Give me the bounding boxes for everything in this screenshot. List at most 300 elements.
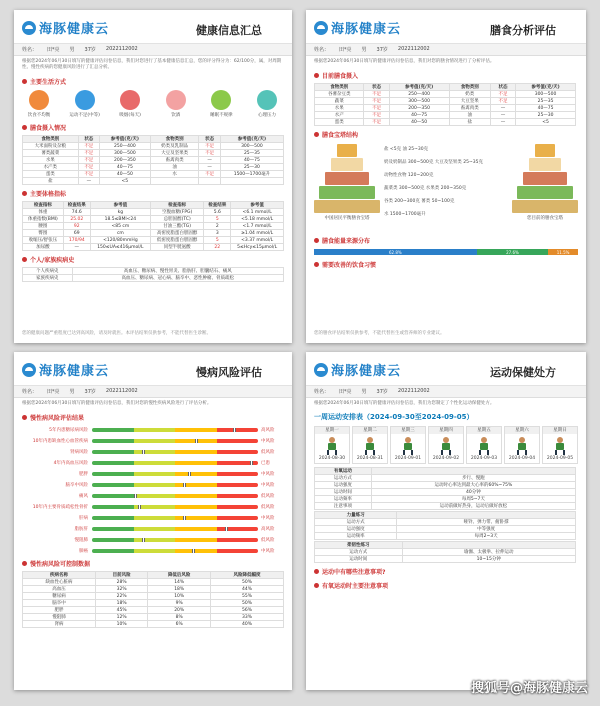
risk-segment	[217, 527, 259, 531]
table-cell	[220, 178, 283, 185]
risk-name: 10年内主要骨质疏松性骨折	[32, 504, 88, 510]
risk-name: 10年内患缺血性心血管疾病	[32, 438, 88, 444]
table-cell: 水果	[315, 105, 364, 112]
section-title: 需要改善的饮食习惯	[306, 257, 586, 271]
table-header	[23, 572, 284, 579]
table-row	[23, 593, 284, 600]
energy-segment: 62.8%	[314, 249, 477, 255]
table-cell: 高血压	[23, 586, 96, 593]
table-row	[23, 600, 284, 607]
risk-marker	[183, 516, 186, 520]
header-cell: 参考值(克/天)	[99, 136, 150, 143]
header-cell: 状态	[199, 136, 220, 143]
table-cell: cm	[90, 230, 150, 237]
report-page-diet-analysis	[306, 10, 586, 343]
table-cell: 40—75	[516, 105, 576, 112]
risk-control-table	[22, 571, 284, 628]
header-cell: 检查指标	[150, 202, 203, 209]
table-cell: 盐	[449, 119, 490, 126]
table-cell: 10%	[95, 621, 147, 628]
section-title: 慢性病风险可控制数据	[14, 556, 292, 570]
risk-level: 中风险	[261, 515, 275, 521]
table-cell	[150, 178, 199, 185]
table-cell: 家族疾病史	[23, 275, 73, 282]
table-cell: 加尿酸	[23, 244, 64, 251]
risk-bar	[92, 472, 258, 476]
table-cell: 40—75	[99, 164, 150, 171]
day-name: 星期六	[505, 427, 539, 434]
risk-segment	[134, 450, 176, 454]
table-cell: 56%	[211, 607, 284, 614]
figure-body	[328, 443, 336, 450]
day-name: 星期日	[543, 427, 577, 434]
risk-segment	[92, 428, 134, 432]
pyramid-line: 盐 <5克 油 25~30克	[384, 147, 429, 152]
table-cell: 40分钟	[371, 489, 575, 496]
table-row	[23, 178, 284, 185]
lifestyle-icon	[211, 90, 231, 110]
brand-logo: 海豚健康云	[22, 360, 109, 379]
table-cell: 不足	[364, 119, 389, 126]
header-cell: 疾病名称	[23, 572, 96, 579]
dolphin-icon	[314, 21, 328, 35]
day-card	[352, 426, 388, 464]
lifestyle-label: 运动不足(中等)	[69, 113, 100, 118]
page-title: 运动保健处方	[490, 366, 556, 379]
table-cell: ≥1.04 mmol/L	[231, 230, 284, 237]
risk-level: 中风险	[261, 438, 275, 444]
table-row	[23, 579, 284, 586]
header-cell: 参考值	[231, 202, 284, 209]
day-name: 星期五	[467, 427, 501, 434]
table-row	[315, 556, 576, 563]
day-card	[542, 426, 578, 464]
risk-segment	[92, 483, 134, 487]
table-cell: 腰围	[23, 223, 64, 230]
table-row	[23, 209, 284, 216]
risk-segment	[134, 439, 176, 443]
figure-legs	[403, 450, 413, 455]
table-cell: 哑铃、弹力带、俯卧撑	[397, 519, 576, 526]
table-cell: <5.18 mmol/L	[231, 216, 284, 223]
lifestyle-icon	[166, 90, 186, 110]
table-row	[315, 503, 576, 510]
day-date: 2024-09-03	[470, 456, 498, 461]
header-cell: 检查结果	[63, 202, 90, 209]
risk-segment	[92, 461, 134, 465]
figure-legs	[365, 450, 375, 455]
table-cell: 14%	[148, 579, 211, 586]
table-cell: 油	[150, 164, 199, 171]
body-index-table	[22, 201, 284, 251]
risk-level: 高风险	[261, 526, 275, 532]
lifestyle-item	[70, 90, 100, 118]
table-cell: <120/80mmHg	[90, 237, 150, 244]
risk-segment	[92, 516, 134, 520]
risk-row	[14, 512, 292, 523]
day-card	[314, 426, 350, 464]
risk-segment	[92, 494, 134, 498]
table-cell: 18.5≤BMI<24	[90, 216, 150, 223]
table-cell: 总胆固醇(TC)	[150, 216, 203, 223]
header-cell	[402, 542, 575, 549]
risk-segment	[217, 549, 259, 553]
header-cell: 柔韧性练习	[315, 542, 403, 549]
lifestyle-label: 心理压力	[257, 113, 276, 118]
table-row	[23, 621, 284, 628]
standard-pyramid: 中国居民平衡膳食宝塔	[314, 143, 380, 231]
table-row	[23, 244, 284, 251]
table-cell: —	[199, 157, 220, 164]
brand-logo: 海豚健康云	[22, 18, 109, 37]
table-row	[315, 119, 576, 126]
risk-segment	[134, 461, 176, 465]
risk-level: 低风险	[261, 537, 275, 543]
risk-segment	[217, 472, 259, 476]
header-cell: 食物类别	[449, 84, 490, 91]
risk-name: 脂肪肝	[74, 526, 88, 532]
risk-marker	[138, 505, 141, 509]
risk-segment	[175, 538, 217, 542]
intro-text: 根据您2024年06月30日填写的健康评估问卷信息，我们对您进行了基本健康信息汇总，您的评分得分为：62/100分，属，对周期性、慢性疾病的您健康风险进行了汇总分析。	[22, 59, 282, 70]
table-header	[315, 542, 576, 549]
dolphin-icon	[314, 363, 328, 377]
risk-bar	[92, 450, 258, 454]
table-cell: 运动时间	[315, 556, 403, 563]
page-header	[14, 10, 292, 44]
table-cell: 低密度脂蛋白胆固醇	[150, 237, 203, 244]
risk-row	[14, 490, 292, 501]
risk-segment	[92, 450, 134, 454]
table-cell: 不足	[78, 157, 99, 164]
figure-body	[480, 443, 488, 450]
figure-body	[366, 443, 374, 450]
header-cell	[397, 512, 576, 519]
pyramid-labels	[380, 143, 512, 231]
energy-segment: 27.6%	[477, 249, 549, 255]
section-title: 个人/家族疾病史	[14, 252, 292, 266]
section-title: 慢性病风险评估结果	[14, 410, 292, 424]
risk-segment	[175, 450, 217, 454]
table-cell: 甘油三酯(TG)	[150, 223, 203, 230]
table-cell: 300—500	[516, 91, 576, 98]
table-cell: 收缩压/舒张压	[23, 237, 64, 244]
section-title: 运动中有哪些注意事项?	[306, 564, 586, 578]
table-cell: 200—350	[389, 105, 449, 112]
table-cell: 20%	[148, 607, 211, 614]
day-name: 星期二	[353, 427, 387, 434]
day-card	[504, 426, 540, 464]
risk-name: 肥胖	[79, 471, 88, 477]
table-cell: 22%	[95, 593, 147, 600]
figure-legs	[441, 450, 451, 455]
patient-meta: 姓名： 田*亮 男 37岁 2022112002	[306, 44, 586, 56]
risk-name: 慢阻肺	[74, 537, 88, 543]
page-header	[14, 352, 292, 386]
exercise-figure-icon	[438, 437, 454, 455]
table-cell: 33%	[211, 614, 284, 621]
table-cell: —	[490, 112, 515, 119]
section-title: 有氧运动时主要注意事项	[306, 578, 586, 592]
table-row	[23, 143, 284, 150]
table-cell: 运动前做好热身，运动后做好放松	[371, 503, 575, 510]
table-cell: —	[490, 105, 515, 112]
risk-marker	[195, 439, 198, 443]
table-row	[23, 157, 284, 164]
risk-marker	[142, 450, 145, 454]
table-cell: 5≤Hcy≤15μmol/L	[231, 244, 284, 251]
table-cell: <5	[99, 178, 150, 185]
risk-segment	[217, 505, 259, 509]
user-pyramid: 您目前的膳食宝塔	[512, 143, 578, 231]
day-card	[466, 426, 502, 464]
risk-level: 中风险	[261, 548, 275, 554]
figure-legs	[555, 450, 565, 455]
table-row	[315, 475, 576, 482]
footnote: 您的膳食评估结果仅供参考，不能代替医生或营养师的专业建议。	[314, 331, 445, 336]
table-header	[315, 84, 576, 91]
risk-segment	[92, 527, 134, 531]
header-cell: 状态	[78, 136, 99, 143]
risk-name: 4年内高血压风险	[53, 460, 88, 466]
table-cell: 150≤UA≤416μmol/L	[90, 244, 150, 251]
risk-segment	[175, 472, 217, 476]
table-cell: 体重指数(BMI)	[23, 216, 64, 223]
risk-segment	[92, 549, 134, 553]
pyramid-line: 蔬菜类 300~500克 水果类 200~350克	[384, 186, 467, 191]
table-cell: 28%	[95, 579, 147, 586]
risk-segment	[92, 538, 134, 542]
section-title: 膳食摄入情况	[14, 120, 292, 134]
table-cell: 50%	[211, 579, 284, 586]
risk-row	[14, 479, 292, 490]
report-page-exercise-prescription	[306, 352, 586, 690]
risk-segment	[217, 516, 259, 520]
table-cell: 45%	[95, 607, 147, 614]
risk-segment	[175, 483, 217, 487]
lifestyle-icon	[120, 90, 140, 110]
footnote: 您的健康问题严重程度已达到高风险，请及时就医。本评估结果仅供参考，不能代替医生诊断。	[22, 331, 211, 336]
intro-text: 根据您2024年06月30日填写的健康评估问卷信息，我们对您的膳食情况进行了分析评估。	[314, 59, 495, 64]
table-row	[315, 91, 576, 98]
table-header	[315, 468, 576, 475]
table-row	[315, 526, 576, 533]
table-cell: 水产类	[23, 164, 79, 171]
risk-segment	[175, 461, 217, 465]
risk-row	[14, 501, 292, 512]
lifestyle-item	[206, 90, 236, 118]
table-cell: 300—500	[389, 98, 449, 105]
day-name: 星期四	[429, 427, 463, 434]
table-cell: 40—50	[99, 171, 150, 178]
table-cell: <6.1 mmol/L	[231, 209, 284, 216]
table-cell: 不足	[199, 143, 220, 150]
header-cell: 检查指标	[23, 202, 64, 209]
risk-level: 中风险	[261, 471, 275, 477]
table-cell: 运动强度	[315, 482, 372, 489]
table-cell: 不足	[364, 98, 389, 105]
table-cell: 25—35	[516, 98, 576, 105]
risk-marker	[250, 461, 253, 465]
intro-text: 根据您2024年06月30日填写的健康评估问卷信息，我们为您制定了个性化运动保健处方。	[314, 401, 495, 406]
table-cell: 12%	[95, 614, 147, 621]
table-row	[315, 519, 576, 526]
table-cell: kg	[90, 209, 150, 216]
table-cell: 69	[63, 230, 90, 237]
table-cell	[199, 178, 220, 185]
exercise-figure-icon	[514, 437, 530, 455]
risk-segment	[175, 505, 217, 509]
table-cell: 注意事项	[315, 503, 372, 510]
table-cell: 运动方式	[315, 519, 397, 526]
table-cell: 高血压、糖尿病、冠心病、脑卒中、恶性肿瘤、骨质疏松	[72, 275, 284, 282]
table-row	[23, 230, 284, 237]
table-row	[23, 607, 284, 614]
table-cell: 250—400	[99, 143, 150, 150]
table-row	[315, 533, 576, 540]
table-cell: 25.02	[63, 216, 90, 223]
risk-marker	[142, 538, 145, 542]
table-cell: <3.37 mmol/L	[231, 237, 284, 244]
table-cell: —	[78, 178, 99, 185]
risk-segment	[175, 527, 217, 531]
page-title: 健康信息汇总	[196, 24, 262, 37]
table-cell: 不足	[364, 105, 389, 112]
risk-segment	[134, 516, 176, 520]
report-page-chronic-risk	[14, 352, 292, 690]
pyramid-line: 奶及奶制品 300~500克 大豆及坚果类 25~35克	[384, 160, 483, 165]
table-cell: 盐	[23, 178, 79, 185]
table-cell: 脑卒中	[23, 600, 96, 607]
table-cell: 不足	[490, 98, 515, 105]
header-cell: 目前风险	[95, 572, 147, 579]
section-title: 主要体格指标	[14, 186, 292, 200]
exercise-figure-icon	[476, 437, 492, 455]
figure-legs	[327, 450, 337, 455]
table-row	[315, 98, 576, 105]
exercise-figure-icon	[400, 437, 416, 455]
table-cell: 200—350	[99, 157, 150, 164]
table-cell: 9%	[148, 600, 211, 607]
table-cell: 大豆及坚果类	[150, 150, 199, 157]
page-header	[306, 10, 586, 44]
table-cell: 畜禽肉类	[449, 105, 490, 112]
risk-level: 低风险	[261, 493, 275, 499]
figure-body	[442, 443, 450, 450]
risk-segment	[92, 439, 134, 443]
pyramid-line: 水 1500~1700毫升	[384, 212, 426, 217]
risk-name: 5年内患糖尿病风险	[49, 427, 88, 433]
lifestyle-item	[252, 90, 282, 118]
patient-meta: 姓名： 田*亮 男 37岁 2022112002	[14, 386, 292, 398]
flexibility-plan-table	[314, 541, 576, 563]
risk-level: 低风险	[261, 449, 275, 455]
risk-bar	[92, 527, 258, 531]
day-date: 2024-08-31	[356, 456, 384, 461]
risk-row	[14, 545, 292, 556]
table-cell: 运动方式	[315, 549, 403, 556]
risk-row	[14, 424, 292, 435]
risk-marker	[183, 483, 186, 487]
risk-segment	[217, 439, 259, 443]
risk-bar	[92, 494, 258, 498]
table-cell: —	[199, 164, 220, 171]
table-cell: 运动频率	[315, 533, 397, 540]
table-header	[315, 512, 576, 519]
table-cell: 5.6	[204, 209, 231, 216]
risk-bar	[92, 505, 258, 509]
risk-segment	[134, 483, 176, 487]
table-cell: 肥胖	[23, 607, 96, 614]
risk-bar	[92, 549, 258, 553]
table-cell: 缺血性心脏病	[23, 579, 96, 586]
patient-meta: 姓名： 田*亮 男 37岁 2022112002	[14, 44, 292, 56]
report-page-health-summary	[14, 10, 292, 343]
header-cell: 参考值(克/天)	[389, 84, 449, 91]
table-cell: 高密度脂蛋白胆固醇	[150, 230, 203, 237]
table-cell: 瑜伽、太极拳、拉伸运动	[402, 549, 575, 556]
aerobic-plan-table	[314, 467, 576, 510]
risk-level: 高风险	[261, 427, 275, 433]
table-header	[23, 202, 284, 209]
table-row	[315, 482, 576, 489]
table-cell: 250—400	[389, 91, 449, 98]
energy-distribution-bar	[314, 249, 578, 255]
risk-row	[14, 457, 292, 468]
risk-marker	[192, 549, 195, 553]
header-cell: 检查结果	[204, 202, 231, 209]
table-cell: 运动方式	[315, 475, 372, 482]
table-cell: 1500—1700毫升	[220, 171, 283, 178]
day-card	[390, 426, 426, 464]
header-cell	[371, 468, 575, 475]
table-cell: 40%	[211, 621, 284, 628]
risk-segment	[134, 549, 176, 553]
risk-segment	[217, 450, 259, 454]
table-cell: 运动强度	[315, 526, 397, 533]
table-cell: —	[490, 119, 515, 126]
risk-segment	[175, 549, 217, 553]
figure-body	[404, 443, 412, 450]
table-cell: 92	[63, 223, 90, 230]
day-date: 2024-09-01	[394, 456, 422, 461]
header-cell: 食物类别	[23, 136, 79, 143]
table-row	[23, 237, 284, 244]
table-cell: 不足	[199, 150, 220, 157]
section-title: 膳食能量来源分布	[306, 233, 586, 247]
table-row	[315, 112, 576, 119]
pyramid-line: 谷类 200~300克 薯类 50~100克	[384, 199, 455, 204]
day-name: 星期一	[315, 427, 349, 434]
risk-segment	[217, 428, 259, 432]
table-cell: 体重	[23, 209, 64, 216]
table-cell: <5	[516, 119, 576, 126]
day-name: 星期三	[391, 427, 425, 434]
risk-segment	[175, 516, 217, 520]
brand-logo: 海豚健康云	[314, 360, 401, 379]
table-cell: 40—50	[389, 119, 449, 126]
table-cell: 油	[449, 112, 490, 119]
risk-row	[14, 446, 292, 457]
table-header	[23, 136, 284, 143]
table-cell: 5	[204, 216, 231, 223]
table-cell: 25—30	[220, 164, 283, 171]
table-cell: 每周5~7天	[371, 496, 575, 503]
table-cell: 水果	[23, 157, 79, 164]
brand-logo: 海豚健康云	[314, 18, 401, 37]
table-cell: 3	[204, 230, 231, 237]
table-cell: 300—500	[220, 143, 283, 150]
